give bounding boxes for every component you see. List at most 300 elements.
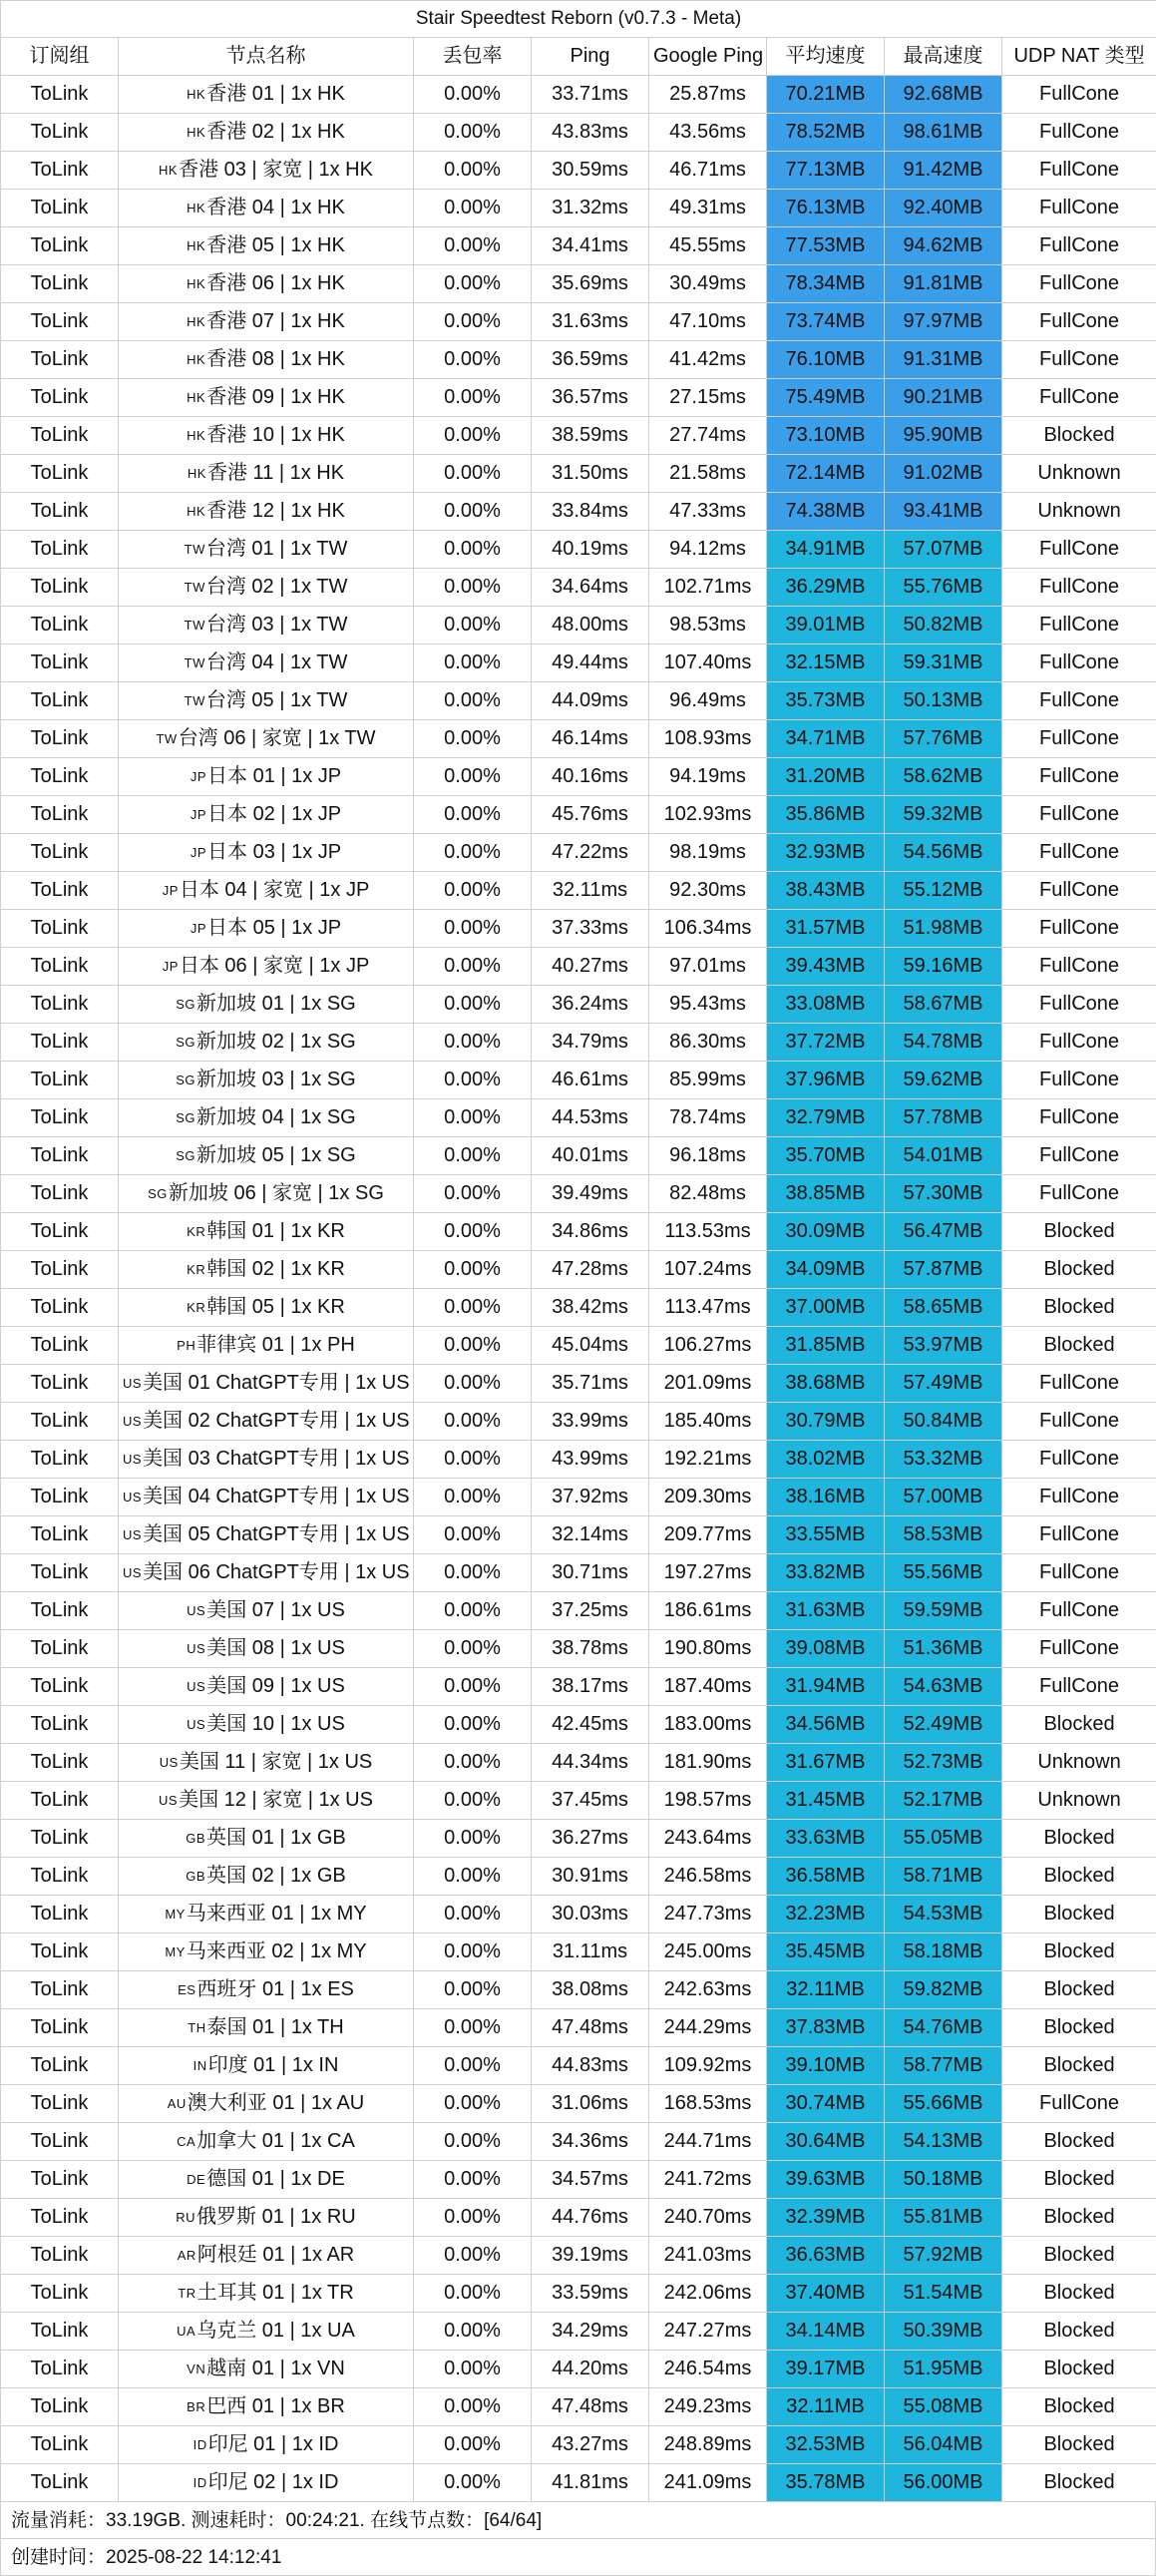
node-name-text: 土耳其 01 | 1x TR: [197, 2282, 354, 2304]
cell-avg-speed: 39.17MB: [767, 2350, 885, 2387]
cell-google-ping: 113.47ms: [649, 1288, 767, 1326]
node-name-text: 美国 03 ChatGPT专用 | 1x US: [143, 1448, 410, 1470]
cell-group: ToLink: [1, 1402, 119, 1440]
node-name-text: 台湾 04 | 1x TW: [206, 651, 348, 673]
cell-node-name: [119, 1440, 414, 1478]
cell-avg-speed: 31.63MB: [767, 1591, 885, 1629]
cell-ping: 34.79ms: [532, 1023, 649, 1061]
cell-loss: 0.00%: [414, 1402, 532, 1440]
country-flag-code: VN: [187, 2361, 205, 2376]
cell-node-name: [119, 2463, 414, 2501]
cell-google-ping: 241.09ms: [649, 2463, 767, 2501]
cell-google-ping: 247.73ms: [649, 1895, 767, 1932]
cell-ping: 44.34ms: [532, 1743, 649, 1781]
cell-loss: 0.00%: [414, 1857, 532, 1895]
table-body: [1, 75, 1156, 2501]
node-name-text: 德国 01 | 1x DE: [206, 2168, 345, 2190]
table-row: [1, 1591, 1156, 1629]
cell-group: ToLink: [1, 2046, 119, 2084]
cell-udp-nat: FullCone: [1002, 226, 1156, 264]
cell-ping: 37.33ms: [532, 909, 649, 947]
country-flag-code: US: [123, 1452, 142, 1467]
cell-google-ping: 95.43ms: [649, 985, 767, 1023]
cell-udp-nat: Unknown: [1002, 454, 1156, 492]
cell-ping: 44.20ms: [532, 2350, 649, 2387]
cell-avg-speed: 30.79MB: [767, 1402, 885, 1440]
cell-node-name: [119, 454, 414, 492]
node-name-text: 香港 09 | 1x HK: [206, 386, 345, 408]
cell-avg-speed: 74.38MB: [767, 492, 885, 530]
cell-ping: 40.01ms: [532, 1136, 649, 1174]
cell-max-speed: 53.32MB: [885, 1440, 1002, 1478]
cell-avg-speed: 73.10MB: [767, 416, 885, 454]
cell-group: ToLink: [1, 2387, 119, 2425]
cell-avg-speed: 32.11MB: [767, 2387, 885, 2425]
country-flag-code: SG: [176, 1148, 195, 1163]
country-flag-code: DE: [187, 2172, 205, 2187]
cell-ping: 36.24ms: [532, 985, 649, 1023]
cell-loss: 0.00%: [414, 454, 532, 492]
cell-udp-nat: FullCone: [1002, 530, 1156, 568]
table-row: [1, 2122, 1156, 2160]
cell-node-name: [119, 189, 414, 226]
cell-google-ping: 181.90ms: [649, 1743, 767, 1781]
cell-max-speed: 95.90MB: [885, 416, 1002, 454]
cell-avg-speed: 35.45MB: [767, 1932, 885, 1970]
cell-avg-speed: 36.58MB: [767, 1857, 885, 1895]
cell-udp-nat: FullCone: [1002, 795, 1156, 833]
country-flag-code: MY: [165, 1944, 186, 1959]
cell-ping: 47.48ms: [532, 2008, 649, 2046]
cell-group: ToLink: [1, 530, 119, 568]
cell-udp-nat: Blocked: [1002, 2425, 1156, 2463]
header-avg-speed: 平均速度: [767, 38, 885, 76]
cell-group: ToLink: [1, 947, 119, 985]
table-row: [1, 1174, 1156, 1212]
cell-ping: 37.45ms: [532, 1781, 649, 1819]
cell-node-name: [119, 1895, 414, 1932]
cell-google-ping: 197.27ms: [649, 1553, 767, 1591]
cell-max-speed: 58.18MB: [885, 1932, 1002, 1970]
cell-google-ping: 47.33ms: [649, 492, 767, 530]
cell-ping: 34.64ms: [532, 568, 649, 606]
cell-ping: 44.53ms: [532, 1098, 649, 1136]
cell-loss: 0.00%: [414, 1895, 532, 1932]
footer-summary: 流量消耗：33.19GB. 测速耗时：00:24:21. 在线节点数：[64/64]: [0, 2502, 1156, 2539]
cell-avg-speed: 77.53MB: [767, 226, 885, 264]
country-flag-code: US: [187, 1641, 205, 1656]
table-row: [1, 2160, 1156, 2198]
cell-udp-nat: FullCone: [1002, 1515, 1156, 1553]
cell-google-ping: 27.74ms: [649, 416, 767, 454]
cell-group: ToLink: [1, 2008, 119, 2046]
cell-google-ping: 244.71ms: [649, 2122, 767, 2160]
cell-group: ToLink: [1, 1288, 119, 1326]
cell-ping: 40.16ms: [532, 757, 649, 795]
cell-max-speed: 57.49MB: [885, 1364, 1002, 1402]
cell-udp-nat: Blocked: [1002, 416, 1156, 454]
cell-group: ToLink: [1, 264, 119, 302]
cell-google-ping: 21.58ms: [649, 454, 767, 492]
cell-node-name: [119, 1402, 414, 1440]
cell-google-ping: 113.53ms: [649, 1212, 767, 1250]
cell-loss: 0.00%: [414, 1440, 532, 1478]
cell-node-name: [119, 1743, 414, 1781]
country-flag-code: TW: [185, 542, 205, 557]
header-group: 订阅组: [1, 38, 119, 76]
cell-group: ToLink: [1, 909, 119, 947]
node-name-text: 香港 11 | 1x HK: [207, 462, 344, 484]
cell-max-speed: 58.53MB: [885, 1515, 1002, 1553]
node-name-text: 英国 01 | 1x GB: [206, 1827, 346, 1849]
cell-group: ToLink: [1, 1705, 119, 1743]
cell-avg-speed: 39.01MB: [767, 606, 885, 644]
cell-loss: 0.00%: [414, 1819, 532, 1857]
cell-loss: 0.00%: [414, 189, 532, 226]
cell-avg-speed: 33.08MB: [767, 985, 885, 1023]
node-name-text: 韩国 02 | 1x KR: [206, 1258, 345, 1280]
country-flag-code: TH: [188, 2020, 205, 2035]
cell-avg-speed: 38.68MB: [767, 1364, 885, 1402]
cell-ping: 30.91ms: [532, 1857, 649, 1895]
cell-ping: 34.41ms: [532, 226, 649, 264]
node-name-text: 台湾 05 | 1x TW: [206, 689, 348, 711]
cell-google-ping: 86.30ms: [649, 1023, 767, 1061]
cell-group: ToLink: [1, 2274, 119, 2312]
cell-udp-nat: FullCone: [1002, 151, 1156, 189]
cell-google-ping: 85.99ms: [649, 1061, 767, 1098]
cell-google-ping: 247.27ms: [649, 2312, 767, 2350]
cell-loss: 0.00%: [414, 1932, 532, 1970]
cell-ping: 39.19ms: [532, 2236, 649, 2274]
cell-loss: 0.00%: [414, 947, 532, 985]
cell-loss: 0.00%: [414, 2350, 532, 2387]
cell-loss: 0.00%: [414, 1743, 532, 1781]
table-row: [1, 1970, 1156, 2008]
cell-node-name: [119, 2046, 414, 2084]
node-name-text: 香港 07 | 1x HK: [206, 310, 345, 332]
cell-max-speed: 51.36MB: [885, 1629, 1002, 1667]
cell-max-speed: 56.47MB: [885, 1212, 1002, 1250]
node-name-text: 英国 02 | 1x GB: [206, 1865, 346, 1887]
table-row: [1, 985, 1156, 1023]
node-name-text: 新加坡 01 | 1x SG: [196, 993, 356, 1015]
cell-udp-nat: Blocked: [1002, 2160, 1156, 2198]
cell-node-name: [119, 2387, 414, 2425]
cell-udp-nat: Blocked: [1002, 1819, 1156, 1857]
cell-ping: 43.99ms: [532, 1440, 649, 1478]
cell-udp-nat: FullCone: [1002, 264, 1156, 302]
cell-loss: 0.00%: [414, 833, 532, 871]
country-flag-code: GB: [186, 1869, 205, 1884]
cell-max-speed: 57.92MB: [885, 2236, 1002, 2274]
table-row: [1, 1553, 1156, 1591]
cell-avg-speed: 31.45MB: [767, 1781, 885, 1819]
node-name-text: 香港 01 | 1x HK: [206, 83, 345, 105]
cell-node-name: [119, 340, 414, 378]
cell-ping: 31.11ms: [532, 1932, 649, 1970]
cell-max-speed: 51.95MB: [885, 2350, 1002, 2387]
table-row: [1, 151, 1156, 189]
cell-loss: 0.00%: [414, 871, 532, 909]
cell-avg-speed: 34.71MB: [767, 719, 885, 757]
table-row: [1, 264, 1156, 302]
cell-google-ping: 244.29ms: [649, 2008, 767, 2046]
cell-node-name: [119, 1212, 414, 1250]
node-name-text: 台湾 01 | 1x TW: [206, 538, 348, 560]
table-row: [1, 1061, 1156, 1098]
table-row: [1, 1136, 1156, 1174]
cell-group: ToLink: [1, 1667, 119, 1705]
node-name-text: 韩国 01 | 1x KR: [206, 1220, 345, 1242]
cell-avg-speed: 32.39MB: [767, 2198, 885, 2236]
cell-avg-speed: 32.53MB: [767, 2425, 885, 2463]
cell-avg-speed: 36.63MB: [767, 2236, 885, 2274]
table-row: [1, 113, 1156, 151]
cell-group: ToLink: [1, 1629, 119, 1667]
cell-ping: 36.27ms: [532, 1819, 649, 1857]
cell-node-name: [119, 2312, 414, 2350]
table-row: [1, 1288, 1156, 1326]
cell-avg-speed: 39.10MB: [767, 2046, 885, 2084]
cell-avg-speed: 30.09MB: [767, 1212, 885, 1250]
cell-udp-nat: FullCone: [1002, 1402, 1156, 1440]
node-name-text: 马来西亚 02 | 1x MY: [187, 1940, 367, 1962]
node-name-text: 香港 12 | 1x HK: [206, 500, 345, 522]
table-row: [1, 75, 1156, 113]
node-name-text: 美国 04 ChatGPT专用 | 1x US: [143, 1486, 410, 1507]
cell-avg-speed: 75.49MB: [767, 378, 885, 416]
cell-loss: 0.00%: [414, 2122, 532, 2160]
cell-max-speed: 50.18MB: [885, 2160, 1002, 2198]
cell-ping: 33.99ms: [532, 1402, 649, 1440]
country-flag-code: JP: [163, 959, 179, 974]
cell-group: ToLink: [1, 681, 119, 719]
cell-node-name: [119, 1061, 414, 1098]
cell-google-ping: 41.42ms: [649, 340, 767, 378]
table-row: [1, 1743, 1156, 1781]
cell-group: ToLink: [1, 1553, 119, 1591]
cell-node-name: [119, 1819, 414, 1857]
cell-node-name: [119, 1136, 414, 1174]
cell-loss: 0.00%: [414, 75, 532, 113]
table-row: [1, 2425, 1156, 2463]
cell-loss: 0.00%: [414, 2046, 532, 2084]
cell-max-speed: 50.13MB: [885, 681, 1002, 719]
cell-node-name: [119, 681, 414, 719]
report-title: Stair Speedtest Reborn (v0.7.3 - Meta): [1, 1, 1156, 38]
cell-max-speed: 52.49MB: [885, 1705, 1002, 1743]
cell-node-name: [119, 644, 414, 681]
cell-udp-nat: FullCone: [1002, 1136, 1156, 1174]
cell-group: ToLink: [1, 1970, 119, 2008]
cell-node-name: [119, 1553, 414, 1591]
cell-loss: 0.00%: [414, 416, 532, 454]
cell-ping: 32.11ms: [532, 871, 649, 909]
cell-google-ping: 187.40ms: [649, 1667, 767, 1705]
cell-node-name: [119, 378, 414, 416]
node-name-text: 香港 02 | 1x HK: [206, 121, 345, 143]
cell-google-ping: 190.80ms: [649, 1629, 767, 1667]
cell-google-ping: 82.48ms: [649, 1174, 767, 1212]
country-flag-code: US: [123, 1414, 142, 1429]
cell-loss: 0.00%: [414, 113, 532, 151]
cell-node-name: [119, 2350, 414, 2387]
cell-avg-speed: 39.08MB: [767, 1629, 885, 1667]
country-flag-code: JP: [163, 883, 179, 898]
cell-max-speed: 91.31MB: [885, 340, 1002, 378]
cell-group: ToLink: [1, 757, 119, 795]
cell-ping: 30.71ms: [532, 1553, 649, 1591]
country-flag-code: US: [123, 1565, 142, 1580]
cell-udp-nat: Blocked: [1002, 1212, 1156, 1250]
cell-node-name: [119, 1515, 414, 1553]
cell-udp-nat: Blocked: [1002, 2387, 1156, 2425]
cell-google-ping: 45.55ms: [649, 226, 767, 264]
cell-udp-nat: Blocked: [1002, 2463, 1156, 2501]
cell-ping: 41.81ms: [532, 2463, 649, 2501]
cell-group: ToLink: [1, 151, 119, 189]
cell-loss: 0.00%: [414, 2425, 532, 2463]
cell-node-name: [119, 1705, 414, 1743]
cell-loss: 0.00%: [414, 2312, 532, 2350]
cell-google-ping: 243.64ms: [649, 1819, 767, 1857]
cell-ping: 45.76ms: [532, 795, 649, 833]
cell-group: ToLink: [1, 1250, 119, 1288]
cell-udp-nat: FullCone: [1002, 606, 1156, 644]
cell-max-speed: 55.12MB: [885, 871, 1002, 909]
cell-ping: 31.50ms: [532, 454, 649, 492]
cell-ping: 40.19ms: [532, 530, 649, 568]
node-name-text: 美国 08 | 1x US: [206, 1637, 345, 1659]
cell-max-speed: 58.62MB: [885, 757, 1002, 795]
cell-node-name: [119, 2160, 414, 2198]
cell-google-ping: 108.93ms: [649, 719, 767, 757]
node-name-text: 香港 04 | 1x HK: [206, 197, 345, 218]
table-row: [1, 568, 1156, 606]
country-flag-code: SG: [176, 1073, 195, 1087]
cell-google-ping: 49.31ms: [649, 189, 767, 226]
country-flag-code: KR: [187, 1300, 205, 1315]
cell-node-name: [119, 492, 414, 530]
cell-node-name: [119, 568, 414, 606]
cell-ping: 49.44ms: [532, 644, 649, 681]
table-row: [1, 644, 1156, 681]
cell-max-speed: 54.13MB: [885, 2122, 1002, 2160]
cell-loss: 0.00%: [414, 909, 532, 947]
cell-ping: 44.76ms: [532, 2198, 649, 2236]
country-flag-code: HK: [188, 466, 206, 481]
node-name-text: 新加坡 02 | 1x SG: [196, 1031, 356, 1053]
cell-max-speed: 91.42MB: [885, 151, 1002, 189]
cell-ping: 35.69ms: [532, 264, 649, 302]
cell-udp-nat: Blocked: [1002, 1970, 1156, 2008]
cell-avg-speed: 77.13MB: [767, 151, 885, 189]
cell-node-name: [119, 1250, 414, 1288]
cell-node-name: [119, 795, 414, 833]
node-name-text: 乌克兰 01 | 1x UA: [196, 2320, 355, 2342]
cell-udp-nat: FullCone: [1002, 1364, 1156, 1402]
cell-loss: 0.00%: [414, 757, 532, 795]
cell-avg-speed: 34.91MB: [767, 530, 885, 568]
country-flag-code: HK: [187, 238, 205, 253]
cell-node-name: [119, 757, 414, 795]
country-flag-code: US: [123, 1527, 142, 1542]
cell-google-ping: 241.72ms: [649, 2160, 767, 2198]
cell-ping: 46.61ms: [532, 1061, 649, 1098]
cell-group: ToLink: [1, 113, 119, 151]
cell-avg-speed: 37.72MB: [767, 1023, 885, 1061]
cell-loss: 0.00%: [414, 2387, 532, 2425]
cell-google-ping: 246.58ms: [649, 1857, 767, 1895]
cell-avg-speed: 33.63MB: [767, 1819, 885, 1857]
table-row: [1, 492, 1156, 530]
node-name-text: 新加坡 04 | 1x SG: [196, 1106, 356, 1128]
node-name-text: 印尼 01 | 1x ID: [208, 2433, 339, 2455]
country-flag-code: US: [123, 1490, 142, 1504]
cell-max-speed: 59.16MB: [885, 947, 1002, 985]
cell-ping: 30.03ms: [532, 1895, 649, 1932]
cell-group: ToLink: [1, 2463, 119, 2501]
cell-max-speed: 54.56MB: [885, 833, 1002, 871]
node-name-text: 台湾 03 | 1x TW: [206, 614, 348, 636]
cell-loss: 0.00%: [414, 1061, 532, 1098]
cell-group: ToLink: [1, 795, 119, 833]
cell-udp-nat: FullCone: [1002, 871, 1156, 909]
cell-node-name: [119, 719, 414, 757]
cell-group: ToLink: [1, 378, 119, 416]
cell-max-speed: 50.82MB: [885, 606, 1002, 644]
header-google-ping: Google Ping: [649, 38, 767, 76]
cell-udp-nat: FullCone: [1002, 378, 1156, 416]
cell-max-speed: 54.63MB: [885, 1667, 1002, 1705]
cell-google-ping: 240.70ms: [649, 2198, 767, 2236]
table-row: [1, 2274, 1156, 2312]
cell-ping: 38.78ms: [532, 1629, 649, 1667]
cell-loss: 0.00%: [414, 1629, 532, 1667]
cell-max-speed: 52.17MB: [885, 1781, 1002, 1819]
cell-loss: 0.00%: [414, 1478, 532, 1515]
cell-udp-nat: Blocked: [1002, 2198, 1156, 2236]
cell-max-speed: 59.82MB: [885, 1970, 1002, 2008]
cell-ping: 48.00ms: [532, 606, 649, 644]
cell-udp-nat: FullCone: [1002, 1667, 1156, 1705]
cell-node-name: [119, 947, 414, 985]
cell-avg-speed: 78.52MB: [767, 113, 885, 151]
table-row: [1, 2312, 1156, 2350]
cell-google-ping: 94.19ms: [649, 757, 767, 795]
cell-group: ToLink: [1, 833, 119, 871]
cell-node-name: [119, 2008, 414, 2046]
cell-group: ToLink: [1, 1061, 119, 1098]
cell-group: ToLink: [1, 1781, 119, 1819]
cell-udp-nat: Blocked: [1002, 2274, 1156, 2312]
cell-max-speed: 54.76MB: [885, 2008, 1002, 2046]
cell-avg-speed: 34.09MB: [767, 1250, 885, 1288]
cell-loss: 0.00%: [414, 1553, 532, 1591]
cell-node-name: [119, 1629, 414, 1667]
cell-avg-speed: 38.85MB: [767, 1174, 885, 1212]
cell-udp-nat: FullCone: [1002, 909, 1156, 947]
table-row: [1, 1402, 1156, 1440]
node-name-text: 香港 08 | 1x HK: [206, 348, 345, 370]
cell-group: ToLink: [1, 1440, 119, 1478]
cell-avg-speed: 38.02MB: [767, 1440, 885, 1478]
cell-ping: 37.25ms: [532, 1591, 649, 1629]
cell-google-ping: 102.71ms: [649, 568, 767, 606]
cell-google-ping: 245.00ms: [649, 1932, 767, 1970]
cell-max-speed: 93.41MB: [885, 492, 1002, 530]
